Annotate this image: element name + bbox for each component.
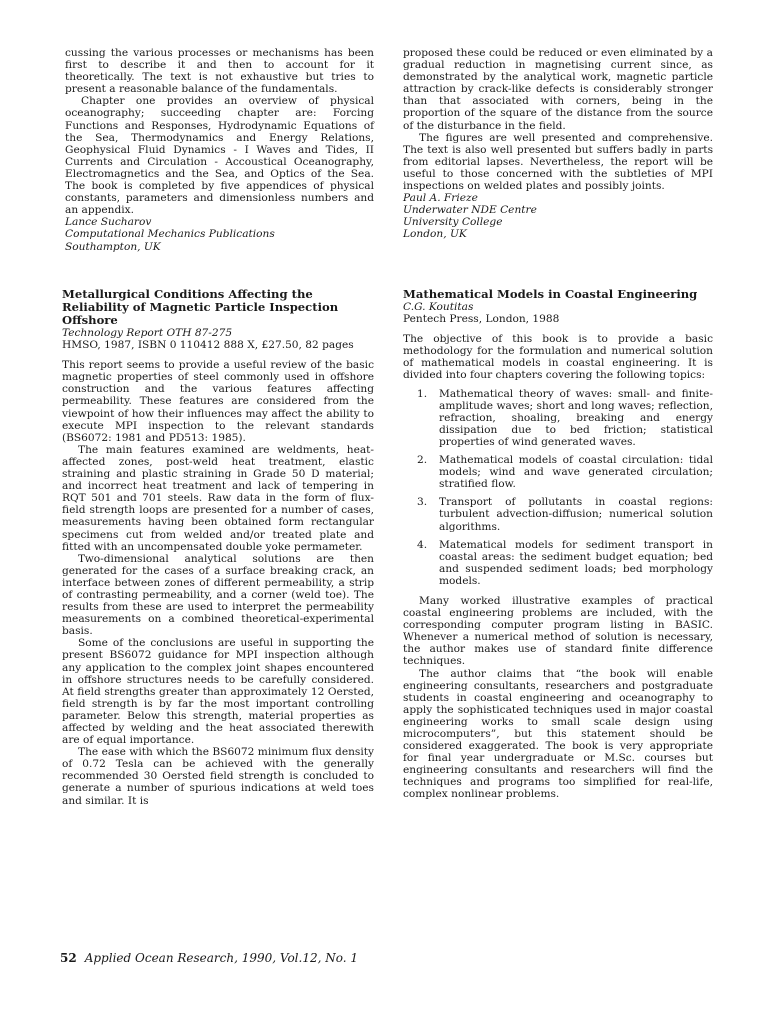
paragraph: Many worked illustrative examples of practical coastal engineering problems are included, with the corresponding computer program listing in BASIC. Whenever a numerical method of solution is necessary, the author makes use of standard finite difference techniques.	[403, 594, 713, 668]
review-author: C.G. Koutitas	[403, 301, 474, 313]
paragraph: Chapter one provides an overview of physical oceanography; succeeding chapter are: Forcing Functions and Responses, Hydrodynamic Equations of the Sea, Thermodynamics and Energy Relations, Geophysical Fluid Dynamics - I Waves and Tides, II Currents and Circulation - Accoustical Oceanography, Electromagnetics and the Sea, and Optics of the Sea. The book is completed by five appendices of physical constants, parameters and dimensionless numbers and an appendix.	[65, 95, 374, 217]
list-item	[403, 496, 713, 532]
reviewer-name: Lance Sucharov	[65, 216, 152, 229]
list-number: 2.	[417, 454, 428, 467]
page-footer	[60, 951, 358, 965]
reviewer-affiliation: University College	[403, 216, 503, 229]
paragraph: This report seems to provide a useful review of the basic magnetic properties of steel commonly used in offshore construction and the various features affecting permeability. These features are considered from the viewpoint of how their influences may affect the ability to execute MPI inspection to the relevant standards (BS6072: 1981 and PD513: 1985).	[62, 359, 374, 444]
list-number: 3.	[417, 496, 428, 509]
list-item-text: Matematical models for sediment transport in coastal areas: the sediment budget equation; bed and suspended sediment loads; bed morphology models.	[439, 538, 713, 587]
left-column-review	[62, 288, 374, 807]
page-number: 52	[60, 951, 77, 965]
review-report-number: Technology Report OTH 87-275	[62, 327, 233, 339]
paragraph: The main features examined are weldments, heat-affected zones, post-weld heat treatment, elastic straining and plastic straining in Grade 50 D material; and incorrect heat treatment and lack of tempering in RQT 501 and 701 steels. Raw data in the form of flux-field strength loops are presented for a number of cases, measurements having been obtained form rectangular specimens cut from welded and/or treated plate and fitted with an uncompensated double yoke permameter.	[62, 443, 374, 553]
paragraph: proposed these could be reduced or even eliminated by a gradual reduction in magnetising current since, as demonstrated by the analytical work, magnetic particle attraction by crack-like defects is considerably stronger than that associated with corners, being in the proportion of the square of the distance from the source of the disturbance in the field.	[403, 47, 713, 132]
review-publisher: HMSO, 1987, ISBN 0 110412 888 X, £27.50, 82 pages	[62, 339, 354, 352]
reviewer-affiliation: Computational Mechanics Publications	[65, 228, 275, 241]
paragraph: The author claims that “the book will enable engineering consultants, researchers and postgraduate students in coastal engineering and oceanography to apply the sophisticated techniques used in major coastal engineering works to small scale design using microcomputers”, but this statement should be considered exaggerated. The book is very appropriate for final year undergraduate or M.Sc. courses but engineering consultants and researchers will find the techniques and programs too simplified for real-life, complex nonlinear problems.	[403, 667, 713, 801]
paragraph: The ease with which the BS6072 minimum flux density of 0.72 Tesla can be achieved with the generally recommended 30 Oersted field strength is concluded to generate a number of spurious indications at weld toes and similar. It is	[62, 746, 374, 807]
list-item	[403, 454, 713, 490]
journal-citation: Applied Ocean Research, 1990, Vol.12, No. 1	[84, 951, 359, 965]
right-column-top	[403, 47, 713, 241]
list-item-text: Mathematical theory of waves: small- and finite-amplitude waves; short and long waves; reflection, refraction, shoaling, breaking and energy dissipation due to bed friction; statistical properties of wind generated waves.	[439, 387, 713, 448]
reviewer-name: Paul A. Frieze	[403, 192, 478, 205]
review-title: Mathematical Models in Coastal Engineering	[403, 287, 698, 301]
paragraph: cussing the various processes or mechanisms has been first to describe it and then to account for it theoretically. The text is not exhaustive but tries to present a reasonable balance of the fundamentals.	[65, 47, 374, 96]
right-column-review	[403, 288, 713, 801]
left-column-top	[65, 47, 374, 253]
list-item	[403, 539, 713, 587]
paragraph: The objective of this book is to provide a basic methodology for the formulation and numerical solution of mathematical models in coastal engineering. It is divided into four chapters covering the following topics:	[403, 333, 713, 382]
paragraph: Two-dimensional analytical solutions are then generated for the cases of a surface breaking crack, an interface between zones of different permeability, a strip of contrasting permeability, and a corner (weld toe). The results from these are used to interpret the permeability measurements on a combined theoretical-experimental basis.	[62, 552, 374, 638]
list-item-text: Mathematical models of coastal circulation: tidal models; wind and wave generated circulation; stratified flow.	[439, 454, 713, 491]
paragraph: Some of the conclusions are useful in supporting the present BS6072 guidance for MPI inspection although any application to the complex joint shapes encountered in offshore structures needs to be carefully considered. At field strengths greater than approximately 12 Oersted, field strength is by far the most important controlling parameter. Below this strength, material properties as affected by welding and the heat associated therewith are of equal importance.	[62, 637, 374, 747]
reviewer-affiliation: Underwater NDE Centre	[403, 204, 537, 217]
paragraph: The figures are well presented and comprehensive. The text is also well presented but suffers badly in parts from editorial lapses. Nevertheless, the report will be useful to those concerned with the subtleties of MPI inspections on welded plates and possibly joints.	[403, 131, 713, 193]
list-number: 4.	[417, 538, 428, 551]
list-item-text: Transport of pollutants in coastal regions: turbulent advection-diffusion; numerical solution algorithms.	[439, 496, 713, 533]
reviewer-location: Southampton, UK	[65, 240, 161, 253]
review-title: Metallurgical Conditions Affecting the Reliability of Magnetic Particle Inspection Offshore	[62, 287, 339, 327]
list-item	[403, 388, 713, 448]
list-number: 1.	[417, 387, 428, 400]
review-publisher: Pentech Press, London, 1988	[403, 313, 560, 326]
topic-list	[403, 388, 713, 587]
reviewer-location: London, UK	[403, 228, 467, 241]
